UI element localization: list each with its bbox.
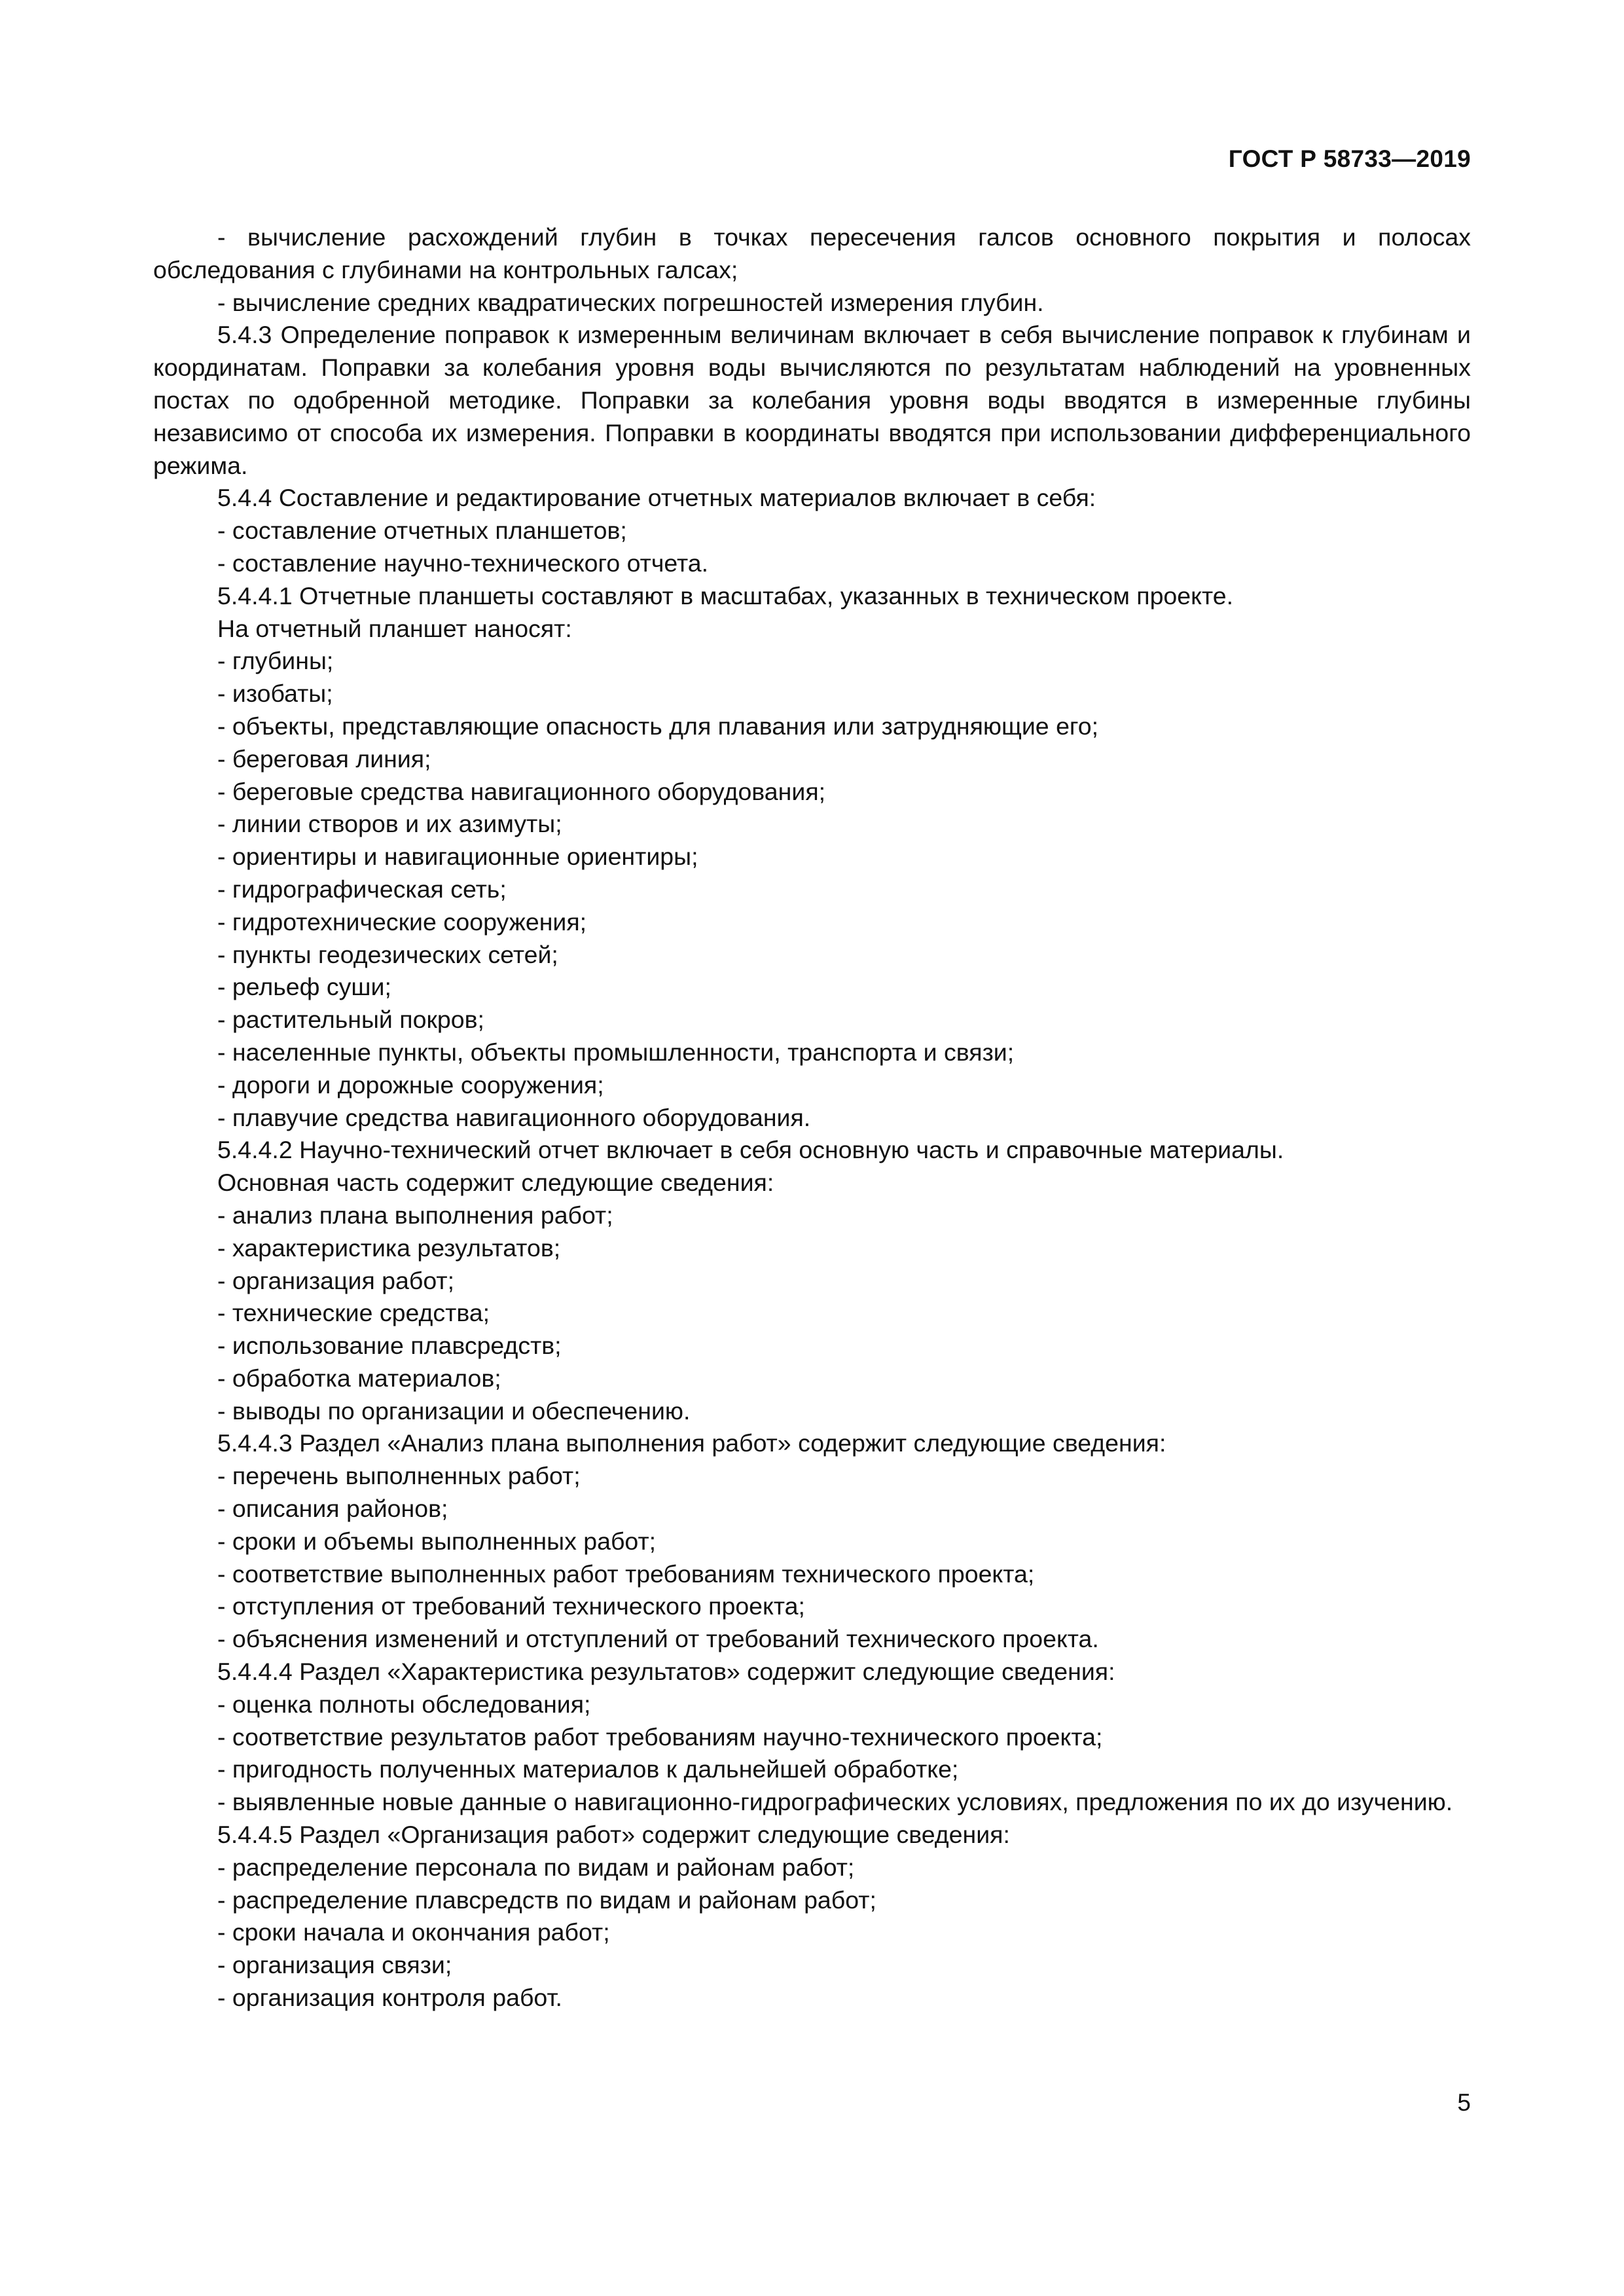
list-item: - организация работ;	[217, 1266, 454, 1294]
list-item: - соответствие выполненных работ требованиям технического проекта;	[217, 1559, 1035, 1588]
list-item: - дороги и дорожные сооружения;	[217, 1070, 604, 1099]
list-item: - выявленные новые данные о навигационно-гидрографических условиях, предложения по их до изучению.	[217, 1788, 1453, 1816]
list-item: - перечень выполненных работ;	[217, 1462, 581, 1490]
paragraph: 5.4.4.3 Раздел «Анализ плана выполнения работ» содержит следующие сведения:	[217, 1429, 1166, 1457]
list-item: - соответствие результатов работ требованиям научно-технического проекта;	[217, 1722, 1103, 1751]
list-item: - ориентиры и навигационные ориентиры;	[217, 843, 698, 871]
list-item: - распределение персонала по видам и районам работ;	[217, 1853, 855, 1881]
list-item: - гидрографическая сеть;	[217, 875, 507, 903]
body-text	[153, 221, 1471, 2014]
paragraph: На отчетный планшет наносят:	[217, 614, 572, 642]
list-item: - технические средства;	[217, 1299, 490, 1327]
list-item: - организация связи;	[217, 1951, 452, 1979]
page-number: 5	[1457, 2089, 1471, 2116]
list-item: - линии створов и их азимуты;	[217, 810, 562, 838]
list-item: - отступления от требований технического проекта;	[217, 1592, 805, 1620]
list-item: - объекты, представляющие опасность для плавания или затрудняющие его;	[217, 712, 1099, 740]
list-item: - вычисление расхождений глубин в точках пересечения галсов основного покрытия и полосах обследования с глубинами на контрольных галсах;	[153, 223, 1471, 283]
document-code: ГОСТ Р 58733—2019	[1228, 145, 1471, 172]
list-item: - использование плавсредств;	[217, 1332, 562, 1360]
list-item: - изобаты;	[217, 680, 333, 708]
list-item: - характеристика результатов;	[217, 1233, 561, 1262]
list-item: - сроки начала и окончания работ;	[217, 1918, 610, 1946]
list-item: - составление научно-технического отчета.	[217, 549, 709, 577]
list-item: - распределение плавсредств по видам и районам работ;	[217, 1886, 876, 1914]
list-item: - сроки и объемы выполненных работ;	[217, 1527, 657, 1555]
list-item: - пригодность полученных материалов к дальнейшей обработке;	[217, 1755, 959, 1783]
list-item: - объяснения изменений и отступлений от требований технического проекта.	[217, 1625, 1099, 1653]
list-item: - береговая линия;	[217, 744, 431, 773]
list-item: - организация контроля работ.	[217, 1984, 562, 2012]
list-item: - анализ плана выполнения работ;	[217, 1201, 613, 1229]
list-item: - составление отчетных планшетов;	[217, 517, 627, 545]
paragraph: 5.4.4.4 Раздел «Характеристика результатов» содержит следующие сведения:	[217, 1658, 1115, 1686]
list-item: - оценка полноты обследования;	[217, 1690, 591, 1718]
list-item: - вычисление средних квадратических погрешностей измерения глубин.	[217, 288, 1044, 316]
list-item: - плавучие средства навигационного оборудования.	[217, 1103, 811, 1131]
paragraph: 5.4.4.5 Раздел «Организация работ» содержит следующие сведения:	[217, 1821, 1010, 1849]
list-item: - пункты геодезических сетей;	[217, 940, 558, 968]
paragraph: Основная часть содержит следующие сведения:	[217, 1169, 774, 1197]
list-item: - выводы по организации и обеспечению.	[217, 1396, 691, 1425]
list-item: - гидротехнические сооружения;	[217, 907, 587, 936]
paragraph: 5.4.3 Определение поправок к измеренным величинам включает в себя вычисление поправок к глубинам и координатам. Поправки за колебания уровня воды вычисляются по результатам наблюдений на уровненных постах по одобренной методике. Поправки за колебания уровня воды вводятся в измеренные глубины независимо от способа их измерения. Поправки в координаты вводятся при использовании дифференциального режима.	[153, 321, 1471, 479]
paragraph: 5.4.4.1 Отчетные планшеты составляют в масштабах, указанных в техническом проекте.	[217, 581, 1234, 610]
list-item: - глубины;	[217, 647, 334, 675]
list-item: - описания районов;	[217, 1495, 448, 1523]
list-item: - обработка материалов;	[217, 1364, 501, 1392]
paragraph: 5.4.4.2 Научно-технический отчет включает в себя основную часть и справочные материалы.	[217, 1136, 1284, 1164]
list-item: - населенные пункты, объекты промышленности, транспорта и связи;	[217, 1038, 1015, 1066]
list-item: - береговые средства навигационного оборудования;	[217, 777, 826, 805]
paragraph: 5.4.4 Составление и редактирование отчетных материалов включает в себя:	[217, 484, 1096, 512]
list-item: - растительный покров;	[217, 1006, 484, 1034]
list-item: - рельеф суши;	[217, 973, 391, 1001]
